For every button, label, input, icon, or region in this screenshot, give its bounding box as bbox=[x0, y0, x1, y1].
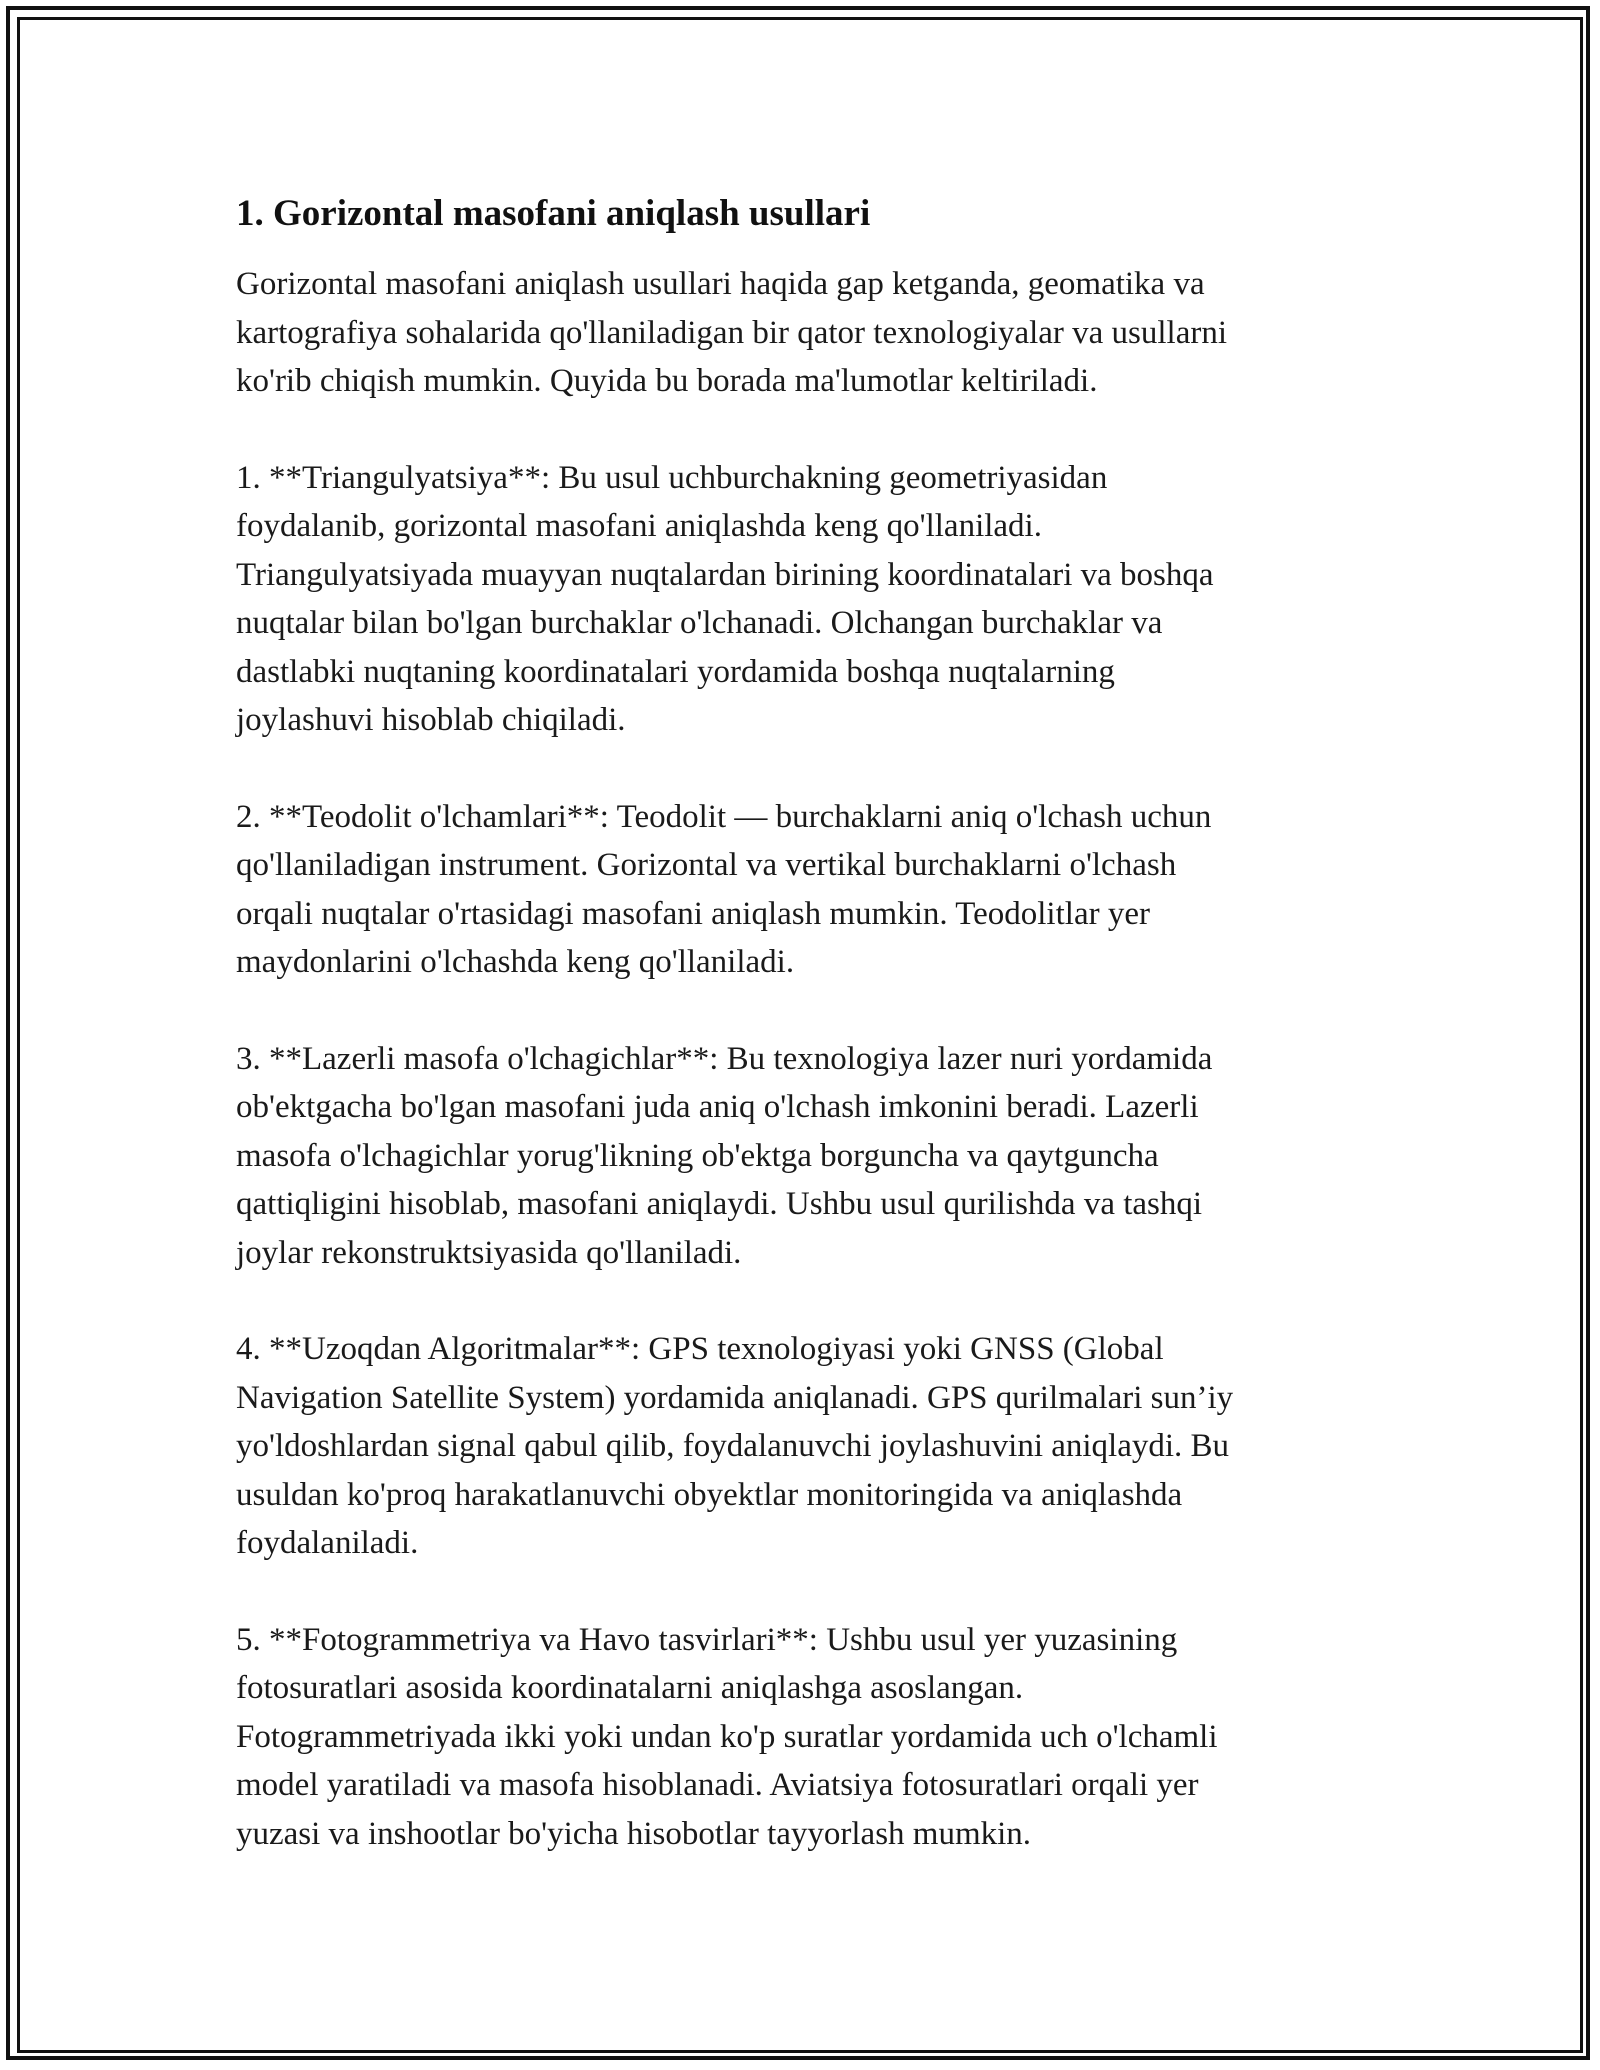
paragraph-photogrammetry: 5. **Fotogrammetriya va Havo tasvirlari**: Ushbu usul yer yuzasining fotosuratlari asosida koordinatalarni aniqlashga asoslangan. Fotogrammetriyada ikki yoki undan ko'p suratlar yordamida uch o'lchamli model yaratiladi va masofa hisoblanadi. Aviatsiya fotosuratlari orqali yer yuzasi va inshootlar bo'yicha hisobotlar tayyorlash mumkin. bbox=[236, 1621, 1218, 1852]
paragraph-theodolite: 2. **Teodolit o'lchamlari**: Teodolit — burchaklarni aniq o'lchash uchun qo'llaniladigan instrument. Gorizontal va vertikal burchaklarni o'lchash orqali nuqtalar o'rtasidagi masofani aniqlash mumkin. Teodolitlar yer maydonlarini o'lchashda keng qo'llaniladi. bbox=[236, 798, 1212, 980]
intro-paragraph: Gorizontal masofani aniqlash usullari haqida gap ketganda, geomatika va kartografiya sohalarida qo'llaniladigan bir qator texnologiyalar va usullarni ko'rib chiqish mumkin. Quyida bu borada ma'lumotlar keltiriladi. bbox=[236, 266, 1228, 399]
paragraph-gps-gnss: 4. **Uzoqdan Algoritmalar**: GPS texnologiyasi yoki GNSS (Global Navigation Satellite System) yordamida aniqlanadi. GPS qurilmalari sun’iy yo'ldoshlardan signal qabul qilib, foydalanuvchi joylashuvini aniqlaydi. Bu usuldan ko'proq harakatlanuvchi obyektlar monitoringida va aniqlashda foydalaniladi. bbox=[236, 1331, 1234, 1561]
section-heading: 1. Gorizontal masofani aniqlash usullari bbox=[236, 193, 871, 234]
paragraph-triangulation: 1. **Triangulyatsiya**: Bu usul uchburchakning geometriyasidan foydalanib, gorizontal masofani aniqlashda keng qo'llaniladi. Triangulyatsiyada muayyan nuqtalardan birining koordinatalari va boshqa nuqtalar bilan bo'lgan burchaklar o'lchanadi. Olchangan burchaklar va dastlabki nuqtaning koordinatalari yordamida boshqa nuqtalarning joylashuvi hisoblab chiqiladi. bbox=[236, 459, 1214, 738]
document-body bbox=[236, 186, 1366, 1906]
paragraph-laser-rangefinder: 3. **Lazerli masofa o'lchagichlar**: Bu texnologiya lazer nuri yordamida ob'ektgacha bo'lgan masofani juda aniq o'lchash imkonini beradi. Lazerli masofa o'lchagichlar yorug'likning ob'ektga borguncha va qaytguncha qattiqligini hisoblab, masofani aniqlaydi. Ushbu usul qurilishda va tashqi joylar rekonstruktsiyasida qo'llaniladi. bbox=[236, 1040, 1213, 1271]
